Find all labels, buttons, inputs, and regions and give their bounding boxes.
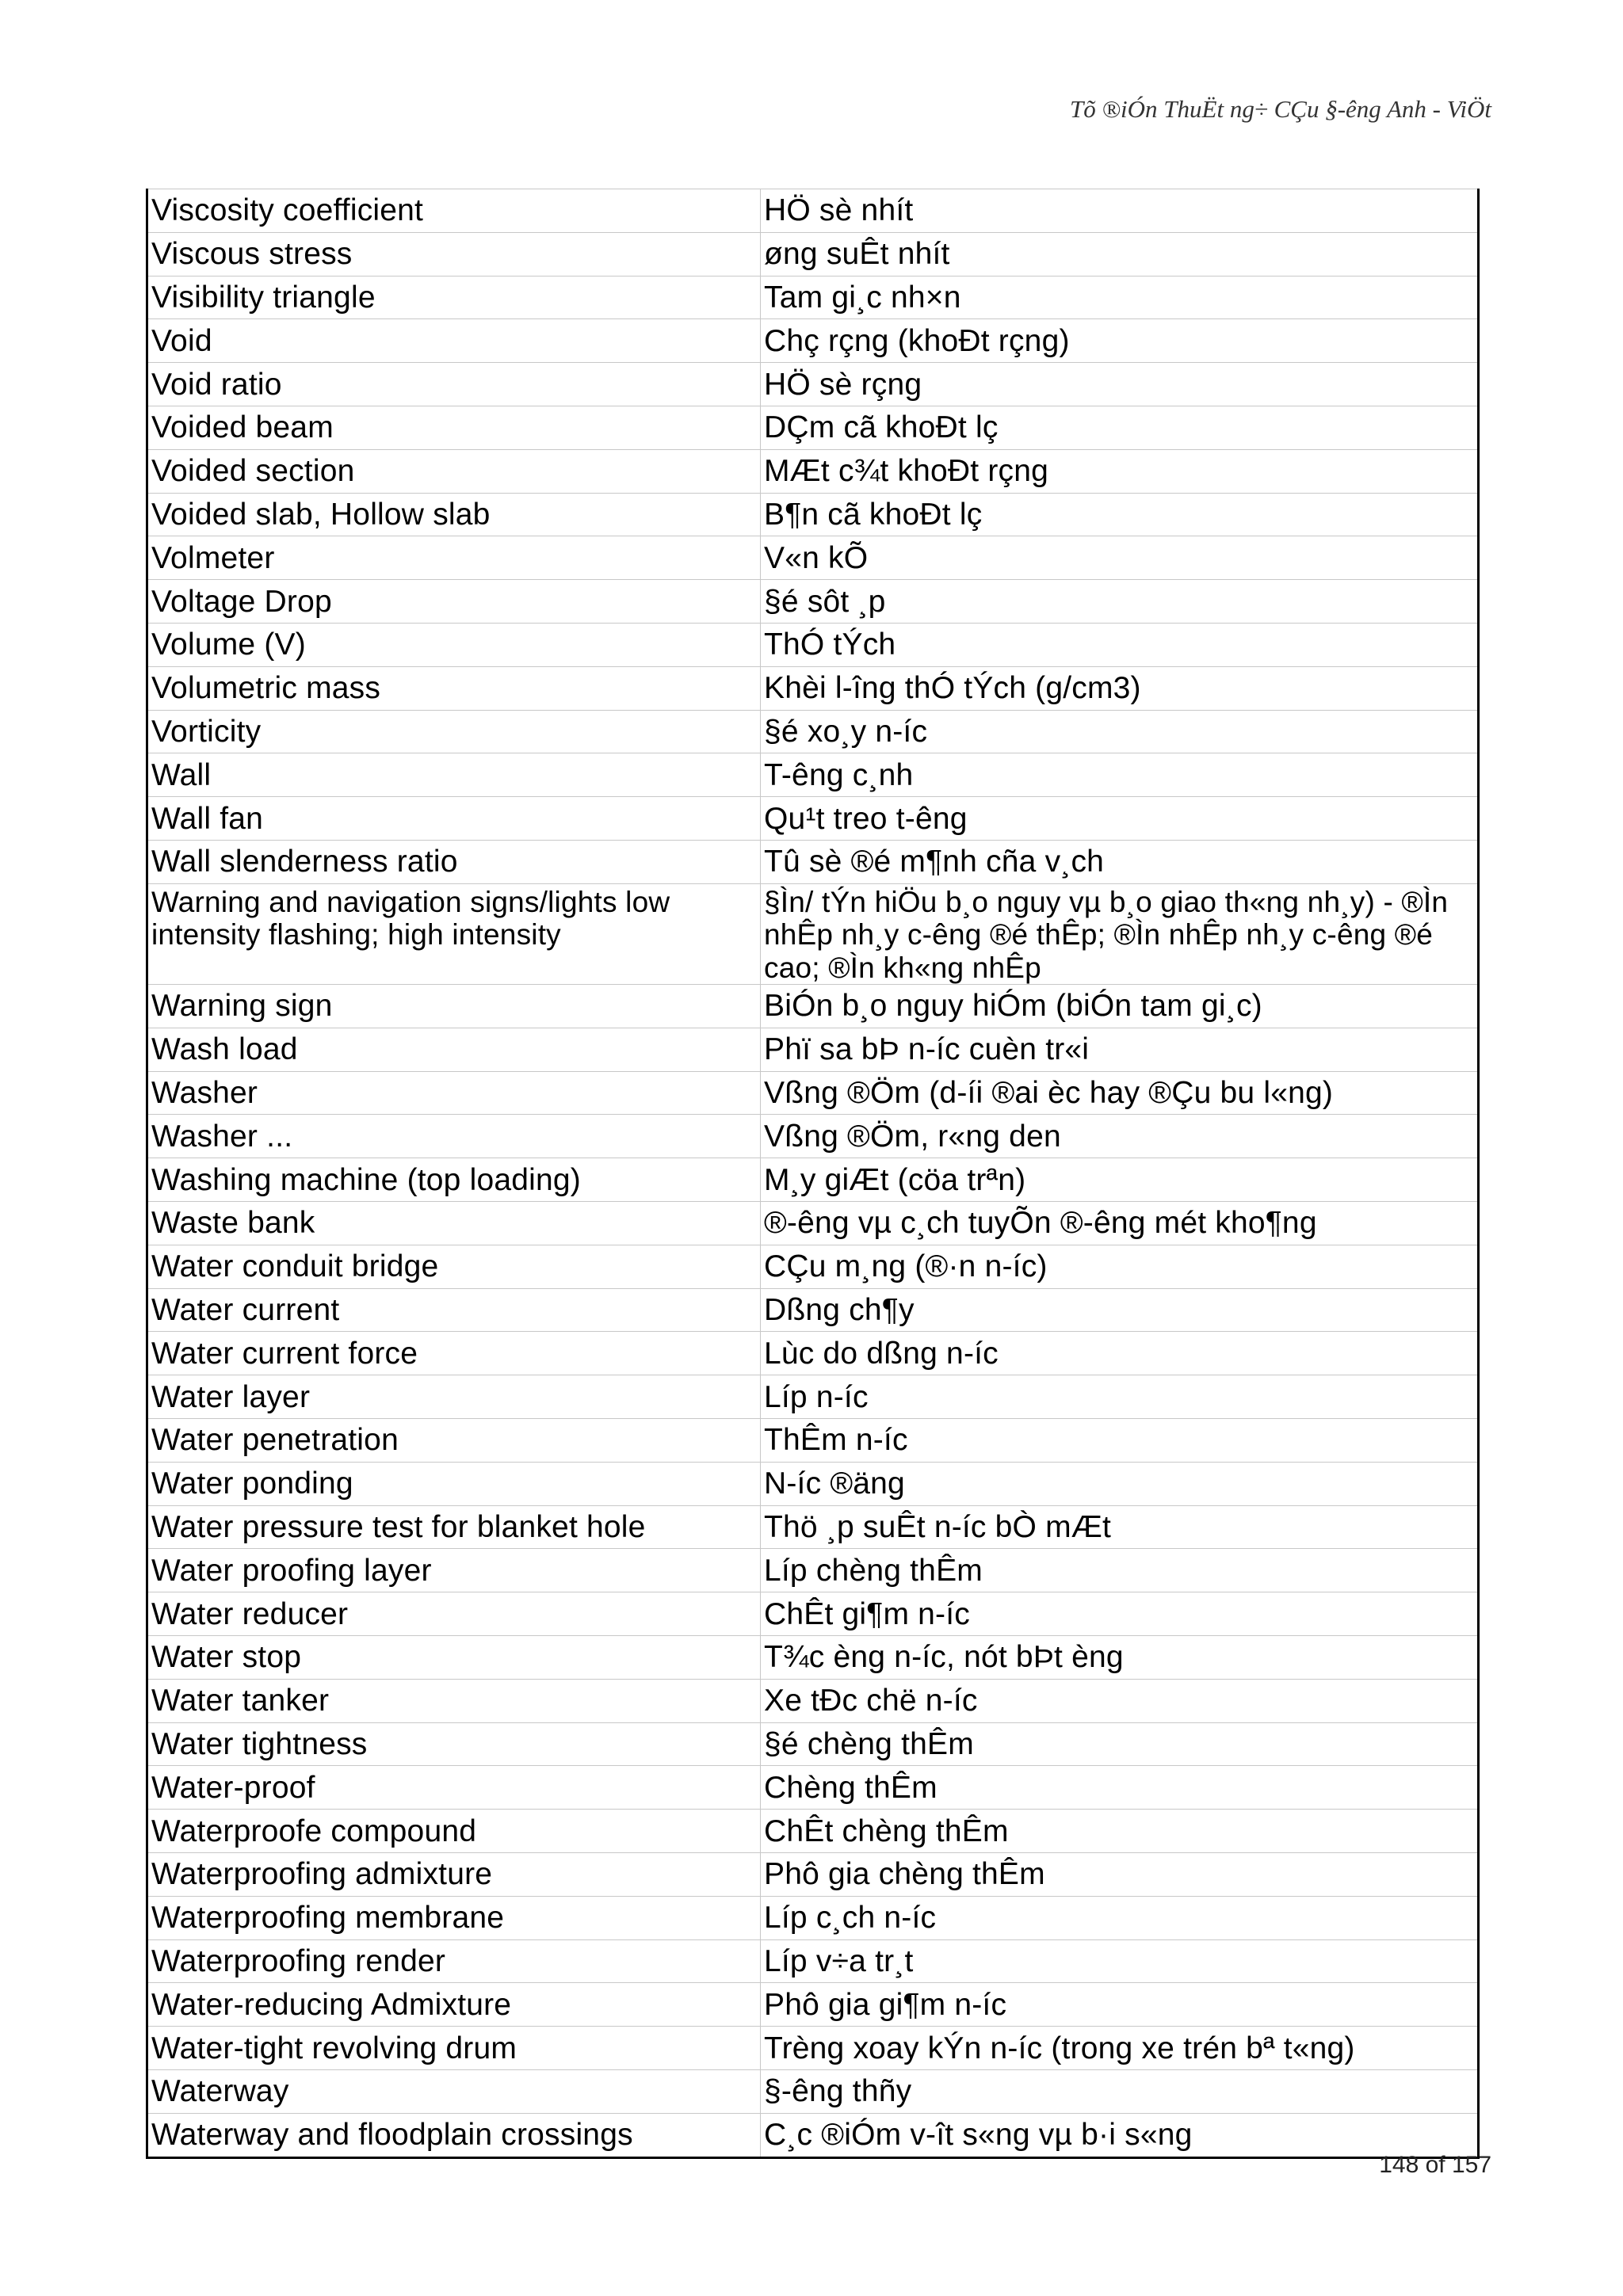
table-row	[147, 666, 1479, 710]
term-vietnamese: Vßng ®Öm, r«ng den	[761, 1115, 1479, 1158]
table-row	[147, 2069, 1479, 2113]
term-vietnamese: V«n kÕ	[761, 536, 1479, 580]
term-vietnamese: HÖ sè rçng	[761, 363, 1479, 406]
table-row	[147, 1505, 1479, 1549]
term-vietnamese: ChÊt chèng thÊm	[761, 1810, 1479, 1853]
dictionary-table-body	[147, 189, 1479, 2158]
term-english: Void ratio	[147, 363, 761, 406]
term-english: Water layer	[147, 1375, 761, 1419]
term-vietnamese: BiÓn b¸o nguy hiÓm (biÓn tam gi¸c)	[761, 985, 1479, 1028]
term-english: Water tightness	[147, 1722, 761, 1766]
table-row	[147, 797, 1479, 841]
term-vietnamese: Líp c¸ch n-íc	[761, 1896, 1479, 1939]
table-row	[147, 1636, 1479, 1680]
term-vietnamese: Lùc do dßng n-íc	[761, 1332, 1479, 1375]
table-row	[147, 2113, 1479, 2157]
term-english: Warning and navigation signs/lights low intensity flashing; high intensity	[147, 883, 761, 984]
term-english: Water-proof	[147, 1766, 761, 1810]
term-vietnamese: §é sôt ¸p	[761, 580, 1479, 624]
table-row	[147, 883, 1479, 984]
term-english: Waste bank	[147, 1202, 761, 1245]
term-vietnamese: ChÊt gi¶m n-íc	[761, 1592, 1479, 1636]
term-vietnamese: ThÊm n-íc	[761, 1419, 1479, 1463]
term-english: Water proofing layer	[147, 1549, 761, 1592]
term-english: Voided slab, Hollow slab	[147, 493, 761, 536]
term-english: Water tanker	[147, 1679, 761, 1722]
term-english: Water stop	[147, 1636, 761, 1680]
term-vietnamese: ThÓ tÝch	[761, 623, 1479, 666]
table-row	[147, 319, 1479, 363]
table-row	[147, 1158, 1479, 1202]
term-vietnamese: Vßng ®Öm (d-íi ®ai èc hay ®Çu bu l«ng)	[761, 1071, 1479, 1115]
term-english: Viscous stress	[147, 232, 761, 276]
table-row	[147, 189, 1479, 233]
table-row	[147, 1419, 1479, 1463]
table-row	[147, 1071, 1479, 1115]
term-vietnamese: Chç rçng (khoÐt rçng)	[761, 319, 1479, 363]
term-english: Waterproofing render	[147, 1939, 761, 1983]
term-vietnamese: Dßng ch¶y	[761, 1288, 1479, 1332]
table-row	[147, 985, 1479, 1028]
term-vietnamese: Tû sè ®é m¶nh cña v¸ch	[761, 840, 1479, 883]
term-vietnamese: DÇm cã khoÐt lç	[761, 406, 1479, 449]
term-english: Voltage Drop	[147, 580, 761, 624]
term-vietnamese: N-íc ®äng	[761, 1462, 1479, 1505]
table-row	[147, 1288, 1479, 1332]
term-english: Wall	[147, 753, 761, 797]
term-english: Vorticity	[147, 710, 761, 753]
term-english: Viscosity coefficient	[147, 189, 761, 233]
table-row	[147, 1028, 1479, 1071]
table-row	[147, 232, 1479, 276]
term-english: Wall slenderness ratio	[147, 840, 761, 883]
term-english: Washer	[147, 1071, 761, 1115]
table-row	[147, 2027, 1479, 2070]
table-row	[147, 1549, 1479, 1592]
term-english: Water current	[147, 1288, 761, 1332]
term-english: Water penetration	[147, 1419, 761, 1463]
table-row	[147, 710, 1479, 753]
term-vietnamese: T-êng c¸nh	[761, 753, 1479, 797]
table-row	[147, 493, 1479, 536]
term-vietnamese: Qu¹t treo t-êng	[761, 797, 1479, 841]
table-row	[147, 1896, 1479, 1939]
table-row	[147, 1202, 1479, 1245]
table-row	[147, 449, 1479, 493]
table-row	[147, 1462, 1479, 1505]
page-header-title: Tõ ®iÓn ThuËt ng÷ CÇu §-êng Anh - ViÖt	[1070, 95, 1491, 123]
term-vietnamese: M¸y giÆt (cöa trªn)	[761, 1158, 1479, 1202]
term-vietnamese: Chèng thÊm	[761, 1766, 1479, 1810]
table-row	[147, 840, 1479, 883]
term-vietnamese: Phô gia chèng thÊm	[761, 1853, 1479, 1897]
table-row	[147, 276, 1479, 319]
term-vietnamese: Líp v÷a tr¸t	[761, 1939, 1479, 1983]
term-english: Volmeter	[147, 536, 761, 580]
term-english: Waterproofing admixture	[147, 1853, 761, 1897]
table-row	[147, 406, 1479, 449]
term-english: Water ponding	[147, 1462, 761, 1505]
term-english: Washing machine (top loading)	[147, 1158, 761, 1202]
term-vietnamese: CÇu m¸ng (®·n n-íc)	[761, 1245, 1479, 1288]
table-row	[147, 1766, 1479, 1810]
term-english: Waterproofe compound	[147, 1810, 761, 1853]
table-row	[147, 363, 1479, 406]
term-vietnamese: Líp chèng thÊm	[761, 1549, 1479, 1592]
term-english: Wall fan	[147, 797, 761, 841]
table-row	[147, 1810, 1479, 1853]
term-vietnamese: Xe tÐc chë n-íc	[761, 1679, 1479, 1722]
term-english: Volume (V)	[147, 623, 761, 666]
table-row	[147, 1983, 1479, 2027]
term-english: Visibility triangle	[147, 276, 761, 319]
term-vietnamese: Thö ¸p suÊt n-íc bÒ mÆt	[761, 1505, 1479, 1549]
page-number: 148 of 157	[1379, 2152, 1491, 2178]
term-vietnamese: Líp n-íc	[761, 1375, 1479, 1419]
term-english: Water conduit bridge	[147, 1245, 761, 1288]
term-vietnamese: C¸c ®iÓm v-ît s«ng vµ b·i s«ng	[761, 2113, 1479, 2157]
term-vietnamese: øng suÊt nhít	[761, 232, 1479, 276]
term-vietnamese: Phô gia gi¶m n-íc	[761, 1983, 1479, 2027]
table-row	[147, 753, 1479, 797]
term-english: Water reducer	[147, 1592, 761, 1636]
term-english: Voided section	[147, 449, 761, 493]
table-row	[147, 580, 1479, 624]
term-vietnamese: MÆt c¾t khoÐt rçng	[761, 449, 1479, 493]
term-english: Water-tight revolving drum	[147, 2027, 761, 2070]
term-english: Void	[147, 319, 761, 363]
term-english: Water current force	[147, 1332, 761, 1375]
table-row	[147, 1722, 1479, 1766]
term-vietnamese: Phï sa bÞ n-íc cuèn tr«i	[761, 1028, 1479, 1071]
table-row	[147, 1853, 1479, 1897]
table-row	[147, 1332, 1479, 1375]
table-row	[147, 1245, 1479, 1288]
term-english: Voided beam	[147, 406, 761, 449]
term-vietnamese: §Ìn/ tÝn hiÖu b¸o nguy vµ b¸o giao th«ng nh¸y) - ®Ìn nhÊp nh¸y c-êng ®é thÊp; ®Ìn nhÊp nh¸y c-êng ®é cao; ®Ìn kh«ng nhÊp	[761, 883, 1479, 984]
table-row	[147, 1375, 1479, 1419]
term-english: Waterway	[147, 2069, 761, 2113]
term-english: Water-reducing Admixture	[147, 1983, 761, 2027]
table-row	[147, 1592, 1479, 1636]
term-vietnamese: §-êng thñy	[761, 2069, 1479, 2113]
term-vietnamese: HÖ sè nhít	[761, 189, 1479, 233]
term-vietnamese: Trèng xoay kÝn n-íc (trong xe trén bª t«ng)	[761, 2027, 1479, 2070]
term-vietnamese: T¾c èng n-íc, nót bÞt èng	[761, 1636, 1479, 1680]
table-row	[147, 1939, 1479, 1983]
term-english: Waterway and floodplain crossings	[147, 2113, 761, 2157]
table-row	[147, 1115, 1479, 1158]
term-english: Warning sign	[147, 985, 761, 1028]
term-vietnamese: ®-êng vµ c¸ch tuyÕn ®-êng mét kho¶ng	[761, 1202, 1479, 1245]
table-row	[147, 536, 1479, 580]
term-english: Water pressure test for blanket hole	[147, 1505, 761, 1549]
table-row	[147, 623, 1479, 666]
dictionary-table	[146, 189, 1480, 2159]
term-english: Waterproofing membrane	[147, 1896, 761, 1939]
term-english: Volumetric mass	[147, 666, 761, 710]
term-vietnamese: Tam gi¸c nh×n	[761, 276, 1479, 319]
term-vietnamese: §é chèng thÊm	[761, 1722, 1479, 1766]
term-vietnamese: B¶n cã khoÐt lç	[761, 493, 1479, 536]
term-english: Wash load	[147, 1028, 761, 1071]
table-row	[147, 1679, 1479, 1722]
term-vietnamese: §é xo¸y n-íc	[761, 710, 1479, 753]
term-english: Washer ...	[147, 1115, 761, 1158]
term-vietnamese: Khèi l-îng thÓ tÝch (g/cm3)	[761, 666, 1479, 710]
